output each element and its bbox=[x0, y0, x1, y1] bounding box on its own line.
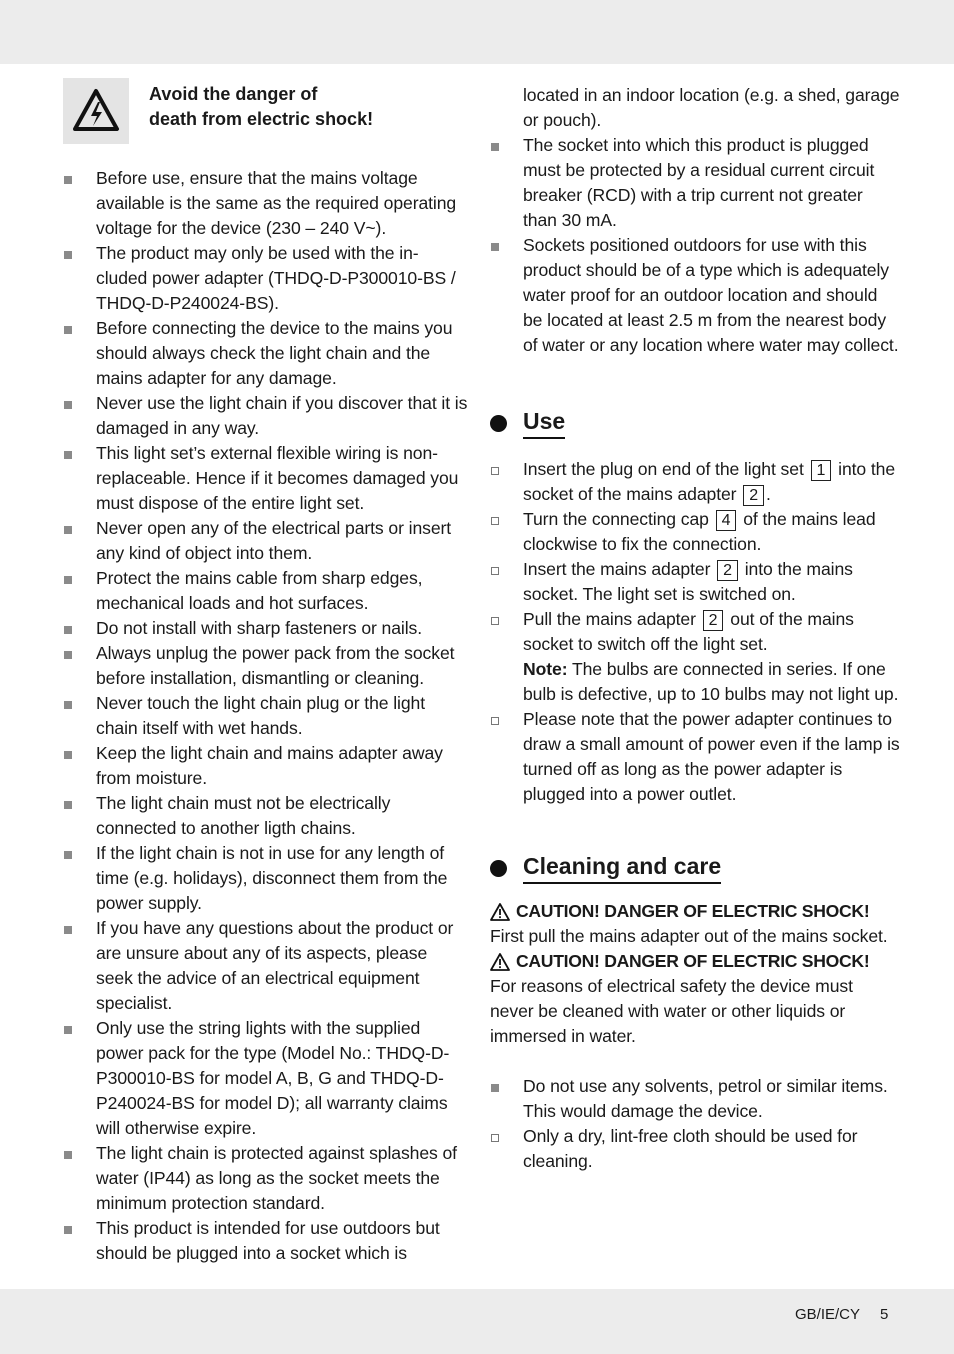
step-item: Insert the mains adapter 2 into the mains socket. The light set is switched on. bbox=[490, 557, 900, 607]
square-bullet-icon bbox=[64, 801, 72, 809]
left-column bbox=[63, 78, 468, 1266]
caution-line: CAUTION! DANGER OF ELECTRIC SHOCK! bbox=[490, 899, 900, 924]
list-item: The product may only be used with the in-cluded power adapter (THDQ-D-P300010-BS / THDQ-D-P240024-BS). bbox=[63, 241, 468, 316]
square-bullet-icon bbox=[491, 243, 499, 251]
step-item: Pull the mains adapter 2 out of the mains socket to switch off the light set. Note: The bulbs are connected in series. If one bulb is defective, up to 10 bulbs may not light up. bbox=[490, 607, 900, 707]
square-bullet-icon bbox=[64, 926, 72, 934]
square-bullet-icon bbox=[64, 1226, 72, 1234]
warning-triangle-icon bbox=[490, 903, 510, 921]
cleaning-text: For reasons of electrical safety the device must never be cleaned with water or other liquids or immersed in water. bbox=[490, 976, 853, 1046]
list-item: Never touch the light chain plug or the light chain itself with wet hands. bbox=[63, 691, 468, 741]
list-item: The light chain must not be electrically connected to another ligth chains. bbox=[63, 791, 468, 841]
safety-list-continued bbox=[490, 133, 900, 358]
safety-list bbox=[63, 166, 468, 1266]
warning-header bbox=[63, 78, 468, 162]
checkbox-bullet-icon bbox=[491, 717, 499, 725]
right-column bbox=[490, 83, 900, 1174]
checkbox-bullet-icon bbox=[491, 467, 499, 475]
section-use-heading bbox=[490, 406, 900, 440]
list-item: Keep the light chain and mains adapter away from moisture. bbox=[63, 741, 468, 791]
warning-title-line2: death from electric shock! bbox=[149, 109, 374, 129]
high-voltage-warning-icon bbox=[71, 86, 121, 136]
square-bullet-icon bbox=[64, 751, 72, 759]
list-item: Do not install with sharp fasteners or nails. bbox=[63, 616, 468, 641]
part-number-badge: 1 bbox=[811, 460, 832, 481]
section-cleaning-heading bbox=[490, 851, 900, 885]
square-bullet-icon bbox=[64, 401, 72, 409]
checkbox-bullet-icon bbox=[491, 517, 499, 525]
part-number-badge: 2 bbox=[743, 485, 764, 506]
warning-triangle-icon bbox=[490, 953, 510, 971]
list-item: Sockets positioned outdoors for use with this product should be of a type which is adequately water proof for an outdoor location and should be located at least 2.5 m from the nearest body of water or any location where water may collect. bbox=[490, 233, 900, 358]
square-bullet-icon bbox=[491, 143, 499, 151]
list-item: Only use the string lights with the supplied power pack for the type (Model No.: THDQ-D-P300010-BS for model A, B, G and THDQ-D-P240024-BS for model D); all warranty claims will otherwise expire. bbox=[63, 1016, 468, 1141]
cleaning-list bbox=[490, 1074, 900, 1174]
list-item: Always unplug the power pack from the socket before installation, dismantling or cleaning. bbox=[63, 641, 468, 691]
list-item: This product is intended for use outdoors but should be plugged into a socket which is bbox=[63, 1216, 468, 1266]
list-item: Never open any of the electrical parts or insert any kind of object into them. bbox=[63, 516, 468, 566]
list-item: If you have any questions about the product or are unsure about any of its aspects, please seek the advice of an electrical equipment specialist. bbox=[63, 916, 468, 1016]
step-item: Only a dry, lint-free cloth should be used for cleaning. bbox=[490, 1124, 900, 1174]
step-item: Insert the plug on end of the light set 1 into the socket of the mains adapter 2 . bbox=[490, 457, 900, 507]
square-bullet-icon bbox=[64, 1026, 72, 1034]
square-bullet-icon bbox=[64, 451, 72, 459]
list-item: The socket into which this product is plugged must be protected by a residual current circuit breaker (RCD) with a trip current not greater than 30 mA. bbox=[490, 133, 900, 233]
section-bullet-icon bbox=[490, 415, 507, 432]
section-title: Use bbox=[523, 406, 565, 439]
list-item: Protect the mains cable from sharp edges, mechanical loads and hot surfaces. bbox=[63, 566, 468, 616]
section-bullet-icon bbox=[490, 860, 507, 877]
checkbox-bullet-icon bbox=[491, 617, 499, 625]
cleaning-text: First pull the mains adapter out of the mains socket. bbox=[490, 926, 888, 946]
list-item: The light chain is protected against splashes of water (IP44) as long as the socket meets the minimum protection standard. bbox=[63, 1141, 468, 1216]
part-number-badge: 4 bbox=[716, 510, 737, 531]
square-bullet-icon bbox=[64, 701, 72, 709]
caution-line: CAUTION! DANGER OF ELECTRIC SHOCK! bbox=[490, 949, 900, 974]
list-item: Do not use any solvents, petrol or similar items. This would damage the device. bbox=[490, 1074, 900, 1124]
note-label: Note: bbox=[523, 659, 568, 679]
use-steps bbox=[490, 457, 900, 807]
list-item: This light set’s external flexible wiring is non-replaceable. Hence if it becomes damaged you must dispose of the entire light set. bbox=[63, 441, 468, 516]
checkbox-bullet-icon bbox=[491, 567, 499, 575]
square-bullet-icon bbox=[64, 176, 72, 184]
square-bullet-icon bbox=[64, 326, 72, 334]
square-bullet-icon bbox=[64, 626, 72, 634]
header-band bbox=[0, 0, 954, 64]
page-number: 5 bbox=[880, 1306, 889, 1323]
list-item: Before use, ensure that the mains voltage available is the same as the required operating voltage for the device (230 – 240 V~). bbox=[63, 166, 468, 241]
square-bullet-icon bbox=[64, 576, 72, 584]
square-bullet-icon bbox=[64, 851, 72, 859]
list-item: If the light chain is not in use for any length of time (e.g. holidays), disconnect them from the power supply. bbox=[63, 841, 468, 916]
note-text: The bulbs are connected in series. If one bulb is defective, up to 10 bulbs may not light up. bbox=[523, 659, 899, 704]
list-item: Before connecting the device to the mains you should always check the light chain and the mains adapter for any damage. bbox=[63, 316, 468, 391]
square-bullet-icon bbox=[64, 526, 72, 534]
square-bullet-icon bbox=[64, 251, 72, 259]
square-bullet-icon bbox=[491, 1084, 499, 1092]
square-bullet-icon bbox=[64, 1151, 72, 1159]
checkbox-bullet-icon bbox=[491, 1134, 499, 1142]
warning-box bbox=[63, 78, 129, 144]
list-item: Never use the light chain if you discover that it is damaged in any way. bbox=[63, 391, 468, 441]
step-item: Turn the connecting cap 4 of the mains lead clockwise to fix the connection. bbox=[490, 507, 900, 557]
step-item: Please note that the power adapter continues to draw a small amount of power even if the lamp is turned off as long as the power adapter is plugged into a power outlet. bbox=[490, 707, 900, 807]
footer-language-codes: GB/IE/CY bbox=[795, 1306, 861, 1323]
part-number-badge: 2 bbox=[717, 560, 738, 581]
part-number-badge: 2 bbox=[703, 610, 724, 631]
section-title: Cleaning and care bbox=[523, 851, 721, 884]
square-bullet-icon bbox=[64, 651, 72, 659]
continued-text: located in an indoor location (e.g. a shed, garage or pouch). bbox=[523, 85, 900, 130]
warning-title-line1: Avoid the danger of bbox=[149, 84, 318, 104]
warning-title bbox=[149, 82, 373, 132]
